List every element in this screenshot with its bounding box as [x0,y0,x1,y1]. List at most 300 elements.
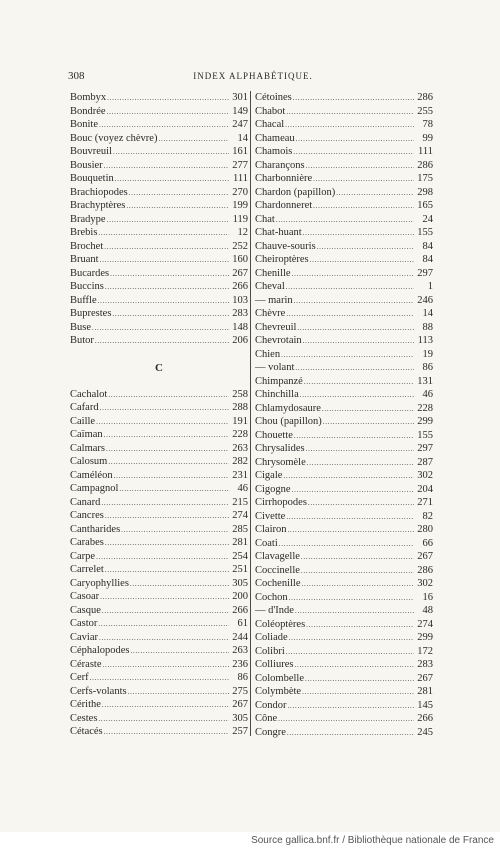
index-term: Carrelet [70,564,104,575]
index-entry [255,186,433,200]
index-term: Butor [70,335,94,346]
dot-leader [305,672,414,686]
index-page-ref: 285 [232,523,248,535]
dot-leader [286,307,414,321]
index-term: Chameau [255,132,295,144]
index-page-ref: 288 [232,402,248,413]
index-page-ref: 286 [417,564,433,576]
index-entry [70,604,248,618]
index-page-ref: 283 [417,659,433,670]
index-entry [70,240,248,254]
index-entry [255,334,433,348]
dot-leader [101,496,229,510]
index-term: Chardon (papillon) [255,186,336,198]
index-entry [70,496,248,510]
index-term: Coléoptères [255,618,306,630]
index-column-right [255,91,433,739]
index-entry [255,415,433,429]
dot-leader [300,388,414,402]
index-page-ref: 160 [232,254,248,265]
index-entry [70,482,248,496]
index-entry [255,577,433,591]
index-term: Chacal [255,119,285,130]
index-entry [255,145,433,159]
dot-leader [99,118,229,132]
index-page-ref: 86 [422,362,433,373]
dot-leader [302,685,414,699]
index-page-ref: 111 [418,146,433,157]
index-entry [255,118,433,132]
index-term: Condor [255,699,287,711]
dot-leader [308,496,414,510]
index-page-ref: 231 [232,469,248,481]
dot-leader [98,617,229,631]
index-entry [255,537,433,551]
index-term: Chou (papillon) [255,416,322,427]
index-term: Chimpanzé [255,375,303,387]
index-term: Chèvre [255,308,286,319]
dot-leader [293,145,414,159]
index-term: Chardonneret [255,200,313,211]
dot-leader [302,577,415,591]
dot-leader [283,469,414,483]
index-term: Cétacés [70,726,103,737]
index-term: Clavagelle [255,551,300,562]
dot-leader [95,334,229,348]
dot-leader [295,658,415,672]
index-group-right [255,91,433,739]
column-divider [250,91,251,736]
index-page-ref: 251 [232,564,248,575]
dot-leader [107,213,229,227]
dot-leader [115,172,229,186]
index-page-ref: 48 [422,605,433,616]
dot-leader [310,253,414,267]
index-entry [255,631,433,645]
index-entry [255,388,433,402]
dot-leader [105,509,229,523]
index-page-ref: 16 [422,591,433,603]
index-entry [70,725,248,739]
index-term: Brachiopodes [70,186,128,198]
index-page-ref: 103 [232,294,248,306]
index-term: Bousier [70,159,103,171]
index-page-ref: 267 [417,551,433,562]
dot-leader [99,631,229,645]
index-entry [70,685,248,699]
index-term: Buffle [70,294,97,306]
index-term: Coccinelle [255,564,300,576]
dot-leader [303,226,414,240]
index-term: Brebis [70,227,98,238]
index-entry [70,415,248,429]
dot-leader [128,685,229,699]
index-page-ref: 266 [232,604,248,616]
index-page-ref: 113 [417,335,433,346]
index-term: Chrysalides [255,443,305,454]
index-entry [255,672,433,686]
index-page-ref: 199 [232,200,248,211]
index-term: Cerfs-volants [70,685,127,697]
dot-leader [102,604,229,618]
dot-leader [306,442,414,456]
index-entry [255,456,433,470]
index-page-ref: 236 [232,658,248,670]
index-entry [255,685,433,699]
dot-leader [103,658,230,672]
index-term: Caméléon [70,469,113,481]
index-term: Chlamydosaure [255,402,321,414]
index-page-ref: 281 [232,537,248,548]
index-entry [70,523,248,537]
dot-leader [288,523,415,537]
dot-leader [286,105,414,119]
dot-leader [130,577,229,591]
index-term: Chevrotain [255,335,302,346]
index-entry [255,321,433,335]
index-entry [70,321,248,335]
dot-leader [293,91,414,105]
index-term: Bouc (voyez chèvre) [70,132,158,144]
index-page-ref: 245 [417,726,433,738]
index-term: Civette [255,510,286,522]
index-entry [70,267,248,281]
index-entry [255,361,433,375]
index-page-ref: 252 [232,240,248,252]
index-term: Buse [70,321,91,333]
page-footer [0,832,500,850]
index-page-ref: 88 [422,321,433,333]
index-entry [70,631,248,645]
index-entry [255,240,433,254]
dot-leader [276,213,414,227]
index-term: Cerf [70,672,89,683]
dot-leader [113,145,229,159]
index-entry [70,428,248,442]
index-term: Caviar [70,631,98,643]
index-entry [70,550,248,564]
index-entry [255,604,433,618]
index-term: Cantharides [70,523,121,535]
index-term: Campagnol [70,483,119,494]
dot-leader [108,388,229,402]
index-term: Chrysomèle [255,456,306,468]
index-entry [255,172,433,186]
index-term: Chinchilla [255,389,299,400]
index-term: Chevreuil [255,321,297,333]
index-page-ref: 12 [237,227,248,238]
dot-leader [301,550,414,564]
index-page-ref: 286 [417,159,433,171]
index-page-ref: 283 [232,308,248,319]
index-entry [70,172,248,186]
index-entry [255,105,433,119]
dot-leader [317,240,414,254]
dot-leader [307,456,414,470]
index-entry [255,159,433,173]
index-entry [70,145,248,159]
dot-leader [131,644,230,658]
index-page-ref: 297 [417,443,433,454]
index-column-left [70,91,248,739]
dot-leader [105,563,229,577]
index-page-ref: 148 [232,321,248,333]
index-entry [70,401,248,415]
dot-leader [105,536,229,550]
dot-leader [304,375,414,389]
index-entry [70,577,248,591]
index-term: Chat-huant [255,227,302,238]
index-entry [70,455,248,469]
index-term: Caille [70,415,96,427]
index-page-ref: 244 [232,631,248,643]
index-term: Cirrhopodes [255,497,307,508]
dot-leader [100,590,229,604]
dot-leader [90,671,229,685]
dot-leader [295,361,414,375]
index-page-ref: 1 [427,281,433,292]
index-entry [255,226,433,240]
index-entry [255,267,433,281]
index-entry [70,698,248,712]
index-page-ref: 86 [237,672,248,683]
index-page-ref: 297 [417,267,433,279]
index-page-ref: 257 [232,726,248,737]
dot-leader [104,240,229,254]
index-term: Buccins [70,281,104,292]
index-entry [255,253,433,267]
index-page-ref: 145 [417,699,433,711]
index-page-ref: 247 [232,119,248,130]
index-term: Cétoines [255,92,292,103]
index-entry [70,294,248,308]
index-page-ref: 191 [232,415,248,427]
index-page-ref: 270 [232,186,248,198]
index-page-ref: 280 [417,524,433,535]
index-term: Congre [255,726,286,738]
index-page-ref: 274 [232,510,248,521]
index-entry [70,307,248,321]
dot-leader [297,321,414,335]
index-entry [255,726,433,740]
index-page-ref: 299 [417,416,433,427]
index-term: Brochet [70,240,104,252]
page-header [68,70,438,84]
dot-leader [322,402,414,416]
index-entry [255,496,433,510]
index-page-ref: 200 [232,591,248,602]
dot-leader [286,645,414,659]
index-term: Castor [70,618,98,629]
dot-leader [296,132,414,146]
index-entry [70,186,248,200]
index-entry [255,442,433,456]
index-term: Céphalopodes [70,645,130,656]
dot-leader [104,159,229,173]
index-page-ref: 24 [422,213,433,225]
index-page-ref: 206 [232,335,248,346]
index-page-ref: 302 [417,470,433,481]
index-page-ref: 161 [232,146,248,157]
index-page-ref: 305 [232,712,248,724]
index-entry [255,280,433,294]
index-entry [255,348,433,362]
index-page-ref: 155 [417,429,433,441]
index-term: Chabot [255,105,286,117]
index-entry [70,159,248,173]
index-page-ref: 14 [422,308,433,319]
index-term: Cigale [255,470,283,481]
index-term: Casoar [70,591,100,602]
dot-leader [102,698,229,712]
index-page-ref: 165 [417,200,433,211]
index-term: Cigogne [255,483,291,495]
dot-leader [294,294,414,308]
index-term: Cancres [70,510,104,521]
index-page-ref: 82 [422,510,433,522]
index-page-ref: 46 [237,483,248,494]
index-term: Carabes [70,537,104,548]
index-term: Cochon [255,591,288,603]
index-term: — d'Inde [255,605,294,616]
index-page-ref: 305 [232,577,248,589]
index-entry [255,294,433,308]
dot-leader [285,118,414,132]
dot-leader [288,699,415,713]
index-term: Bouvreuil [70,146,112,157]
dot-leader [114,469,229,483]
dot-leader [292,267,414,281]
index-term: Bombyx [70,92,107,103]
index-entry [255,618,433,632]
index-entry [70,226,248,240]
index-term: Chenille [255,267,291,279]
dot-leader [108,455,229,469]
index-entry [255,429,433,443]
index-page-ref: 14 [237,132,248,144]
index-page-ref: 84 [422,240,433,252]
dot-leader [126,199,229,213]
dot-leader [112,307,229,321]
dot-leader [336,186,414,200]
index-term: Colombelle [255,672,304,684]
index-page-ref: 258 [232,388,248,400]
dot-leader [286,280,414,294]
dot-leader [294,429,414,443]
index-page-ref: 172 [417,645,433,657]
index-term: Cochenille [255,578,301,589]
index-entry [70,132,248,146]
index-entry [255,132,433,146]
index-term: Cheiroptères [255,254,309,265]
index-term: Brachyptères [70,200,126,211]
index-term: Chien [255,348,281,360]
index-term: Colymbète [255,686,302,697]
index-page-ref: 277 [232,159,248,171]
index-page-ref: 263 [232,645,248,656]
index-term: Bucardes [70,267,110,279]
index-page-ref: 204 [417,483,433,495]
index-term: Carpe [70,550,96,562]
index-term: Cestes [70,712,98,724]
index-term: Chouette [255,429,293,441]
index-page-ref: 281 [417,686,433,697]
index-entry [255,483,433,497]
dot-leader [96,550,229,564]
dot-leader [306,159,414,173]
dot-leader [129,186,229,200]
index-page-ref: 267 [232,699,248,710]
index-term: Chauve-souris [255,240,316,252]
index-page-ref: 287 [417,456,433,468]
index-term: Bouquetin [70,173,114,184]
index-entry [70,442,248,456]
index-entry [255,591,433,605]
index-page-ref: 267 [232,267,248,279]
index-entry [70,213,248,227]
index-page-ref: 302 [417,578,433,589]
source-credit: Source gallica.bnf.fr / Bibliothèque nationale de France [251,835,494,846]
index-entry [255,699,433,713]
index-term: Cône [255,713,278,724]
index-term: Canard [70,496,101,508]
dot-leader [100,253,229,267]
running-title: INDEX ALPHABÉTIQUE. [193,71,313,81]
dot-leader [289,631,414,645]
dot-leader [303,334,414,348]
index-term: Cérithe [70,699,101,710]
dot-leader [119,482,229,496]
index-page-ref: 254 [232,550,248,562]
index-term: Cachalot [70,388,108,400]
index-entry [70,469,248,483]
index-term: Chamois [255,146,293,157]
index-page-ref: 298 [417,186,433,198]
index-page-ref: 267 [417,672,433,684]
index-term: Calmars [70,442,105,454]
index-entry [70,671,248,685]
dot-leader [306,618,414,632]
index-entry [70,280,248,294]
index-entry [255,523,433,537]
index-page-ref: 155 [417,227,433,238]
index-page-ref: 266 [232,281,248,292]
index-term: Cafard [70,402,99,413]
index-page-ref: 246 [417,294,433,306]
index-page-ref: 111 [233,173,248,184]
dot-leader [96,415,229,429]
index-page-ref: 78 [422,119,433,130]
index-term: Caryophyllies [70,577,129,589]
index-page-ref: 274 [417,618,433,630]
index-page-ref: 286 [417,92,433,103]
dot-leader [313,172,414,186]
index-term: Bradype [70,213,106,225]
index-page-ref: 119 [232,213,248,225]
index-term: Clairon [255,524,287,535]
index-page-ref: 131 [417,375,433,387]
index-entry [255,199,433,213]
index-entry [70,388,248,402]
index-entry [70,199,248,213]
index-entry [70,91,248,105]
index-term: — volant [255,362,295,373]
index-term: Colibri [255,645,285,657]
index-entry [70,509,248,523]
dot-leader [158,132,229,146]
index-term: Calosum [70,456,108,467]
index-term: Céraste [70,658,102,670]
